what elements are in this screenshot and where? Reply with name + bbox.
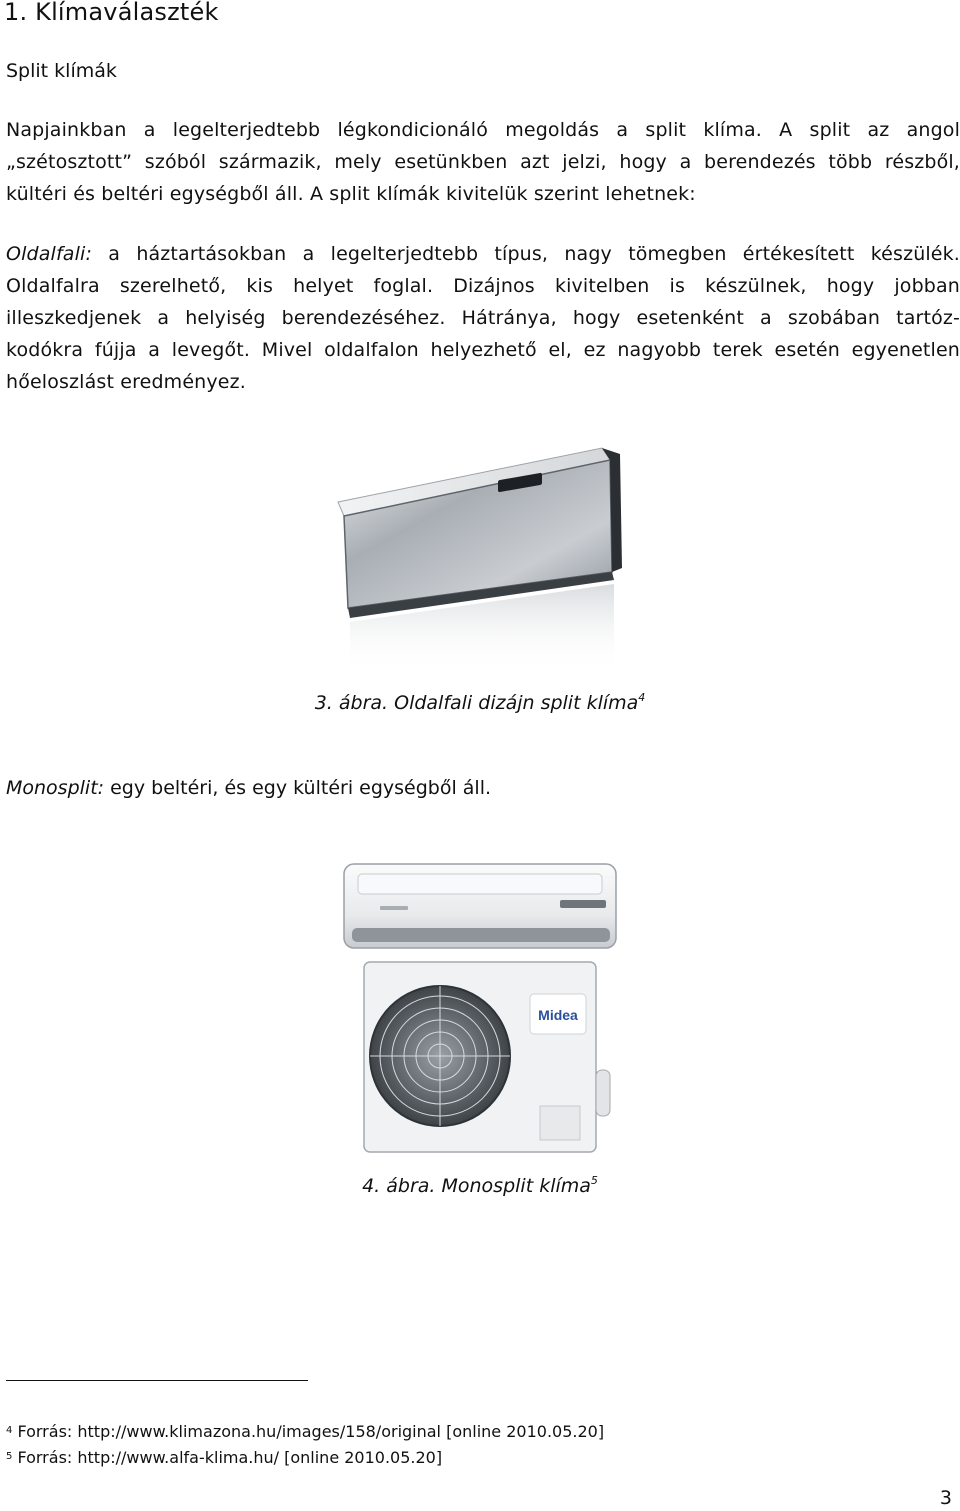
monosplit-text: egy beltéri, és egy kültéri egységből áll.	[104, 777, 492, 799]
oldalfali-line-4: kodókra fújja a levegőt. Mivel oldalfalon helyezhető el, ez nagyobb terek esetén egyenetlen	[6, 339, 960, 361]
figure-4-caption	[0, 1174, 960, 1197]
page-heading: 1. Klímaválaszték	[4, 0, 219, 26]
footnote-divider	[6, 1380, 308, 1381]
monosplit-unit-illustration	[340, 860, 620, 1160]
monosplit-paragraph	[6, 772, 491, 804]
footnote-5-text: Forrás: http://www.alfa-klima.hu/ [online 2010.05.20]	[12, 1448, 443, 1467]
figure-3-image	[330, 440, 630, 672]
figure-3-caption	[0, 691, 960, 714]
intro-line-1: Napjainkban a legelterjedtebb légkondicionáló megoldás a split klíma. A split az angol	[6, 119, 960, 141]
oldalfali-term: Oldalfali:	[6, 243, 93, 265]
oldalfali-paragraph	[6, 238, 960, 398]
figure-4-caption-text: 4. ábra. Monosplit klíma	[362, 1175, 591, 1197]
footnote-4-number: 4	[6, 1425, 13, 1436]
oldalfali-line-5: hőeloszlást eredményez.	[6, 371, 246, 393]
midea-logo: Midea	[538, 1007, 578, 1023]
figure-3-caption-text: 3. ábra. Oldalfali dizájn split klíma	[314, 692, 639, 714]
oldalfali-line-1	[6, 238, 960, 270]
wall-split-unit-illustration	[330, 440, 630, 672]
section-heading: Split klímák	[6, 60, 117, 82]
intro-line-3: kültéri és beltéri egységből áll. A split klímák kivitelük szerint lehetnek:	[6, 183, 696, 205]
figure-4-image	[340, 860, 620, 1160]
monosplit-term: Monosplit:	[6, 777, 105, 799]
intro-line-2: „szétosztott” szóból származik, mely esetünkben azt jelzi, hogy a berendezés több részből,	[6, 151, 960, 173]
footnote-4-text: Forrás: http://www.klimazona.hu/images/158/original [online 2010.05.20]	[12, 1422, 605, 1441]
oldalfali-line-2: Oldalfalra szerelhető, kis helyet foglal. Dizájnos kivitelben is készülnek, hogy jobban	[6, 275, 960, 297]
footnote-4	[6, 1422, 604, 1441]
footnote-5-number: 5	[6, 1451, 13, 1462]
page-number: 3	[939, 1487, 952, 1509]
intro-paragraph	[6, 114, 960, 210]
oldalfali-line-3: illeszkedjenek a helyiség berendezéséhez. Hátránya, hogy esetenként a szobában tartóz-	[6, 307, 960, 329]
oldalfali-first-line: a háztartásokban a legelterjedtebb típus, nagy tömegben értékesített készülék.	[92, 243, 960, 265]
footnote-ref-5: 5	[590, 1174, 598, 1187]
footnote-5	[6, 1448, 442, 1467]
footnote-ref-4: 4	[638, 691, 646, 704]
